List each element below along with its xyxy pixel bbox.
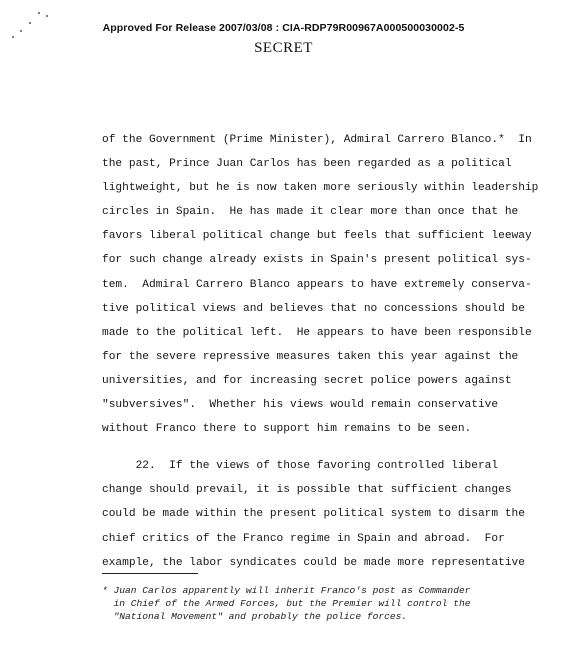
text-line: could be made within the present political system to disarm the [102, 508, 525, 521]
footnote-line: "National Movement" and probably the police forces. [102, 611, 408, 622]
text-line: tive political views and believes that no concessions should be [102, 302, 525, 315]
paragraph-1 [102, 128, 539, 441]
footnote-line: * Juan Carlos apparently will inherit Franco's post as Commander [102, 585, 471, 596]
scan-speck [38, 12, 40, 14]
footnote-line: in Chief of the Armed Forces, but the Premier will control the [102, 598, 471, 609]
footnote [102, 584, 522, 623]
text-line: "subversives". Whether his views would remain conservative [102, 399, 499, 412]
classification-marking: SECRET [254, 40, 313, 56]
text-line: tem. Admiral Carrero Blanco appears to have extremely conserva- [102, 278, 532, 291]
footnote-separator [102, 573, 198, 574]
text-line: example, the labor syndicates could be made more representative [102, 556, 525, 569]
release-header: Approved For Release 2007/03/08 : CIA-RDP79R00967A000500030002-5 [102, 22, 465, 34]
text-line: 22. If the views of those favoring controlled liberal [102, 460, 499, 473]
text-line: of the Government (Prime Minister), Admiral Carrero Blanco.* In [102, 134, 532, 146]
text-line: chief critics of the Franco regime in Spain and abroad. For [102, 532, 505, 545]
scan-speck [12, 36, 14, 38]
text-line: for the severe repressive measures taken this year against the [102, 350, 519, 363]
text-line: universities, and for increasing secret police powers against [102, 374, 512, 387]
paragraph-2 [102, 454, 525, 574]
text-line: made to the political left. He appears to have been responsible [102, 326, 532, 339]
scan-speck [46, 15, 48, 17]
document-body [102, 128, 539, 575]
text-line: for such change already exists in Spain's present political sys- [102, 254, 532, 267]
text-line: the past, Prince Juan Carlos has been regarded as a political [102, 158, 512, 171]
paragraph-spacer [102, 441, 522, 454]
text-line: favors liberal political change but feels that sufficient leeway [102, 230, 532, 243]
text-line: circles in Spain. He has made it clear more than once that he [102, 206, 519, 219]
text-line: change should prevail, it is possible that sufficient changes [102, 484, 512, 497]
text-line: lightweight, but he is now taken more seriously within leadership [102, 182, 539, 195]
text-line: without Franco there to support him remains to be seen. [102, 423, 472, 436]
